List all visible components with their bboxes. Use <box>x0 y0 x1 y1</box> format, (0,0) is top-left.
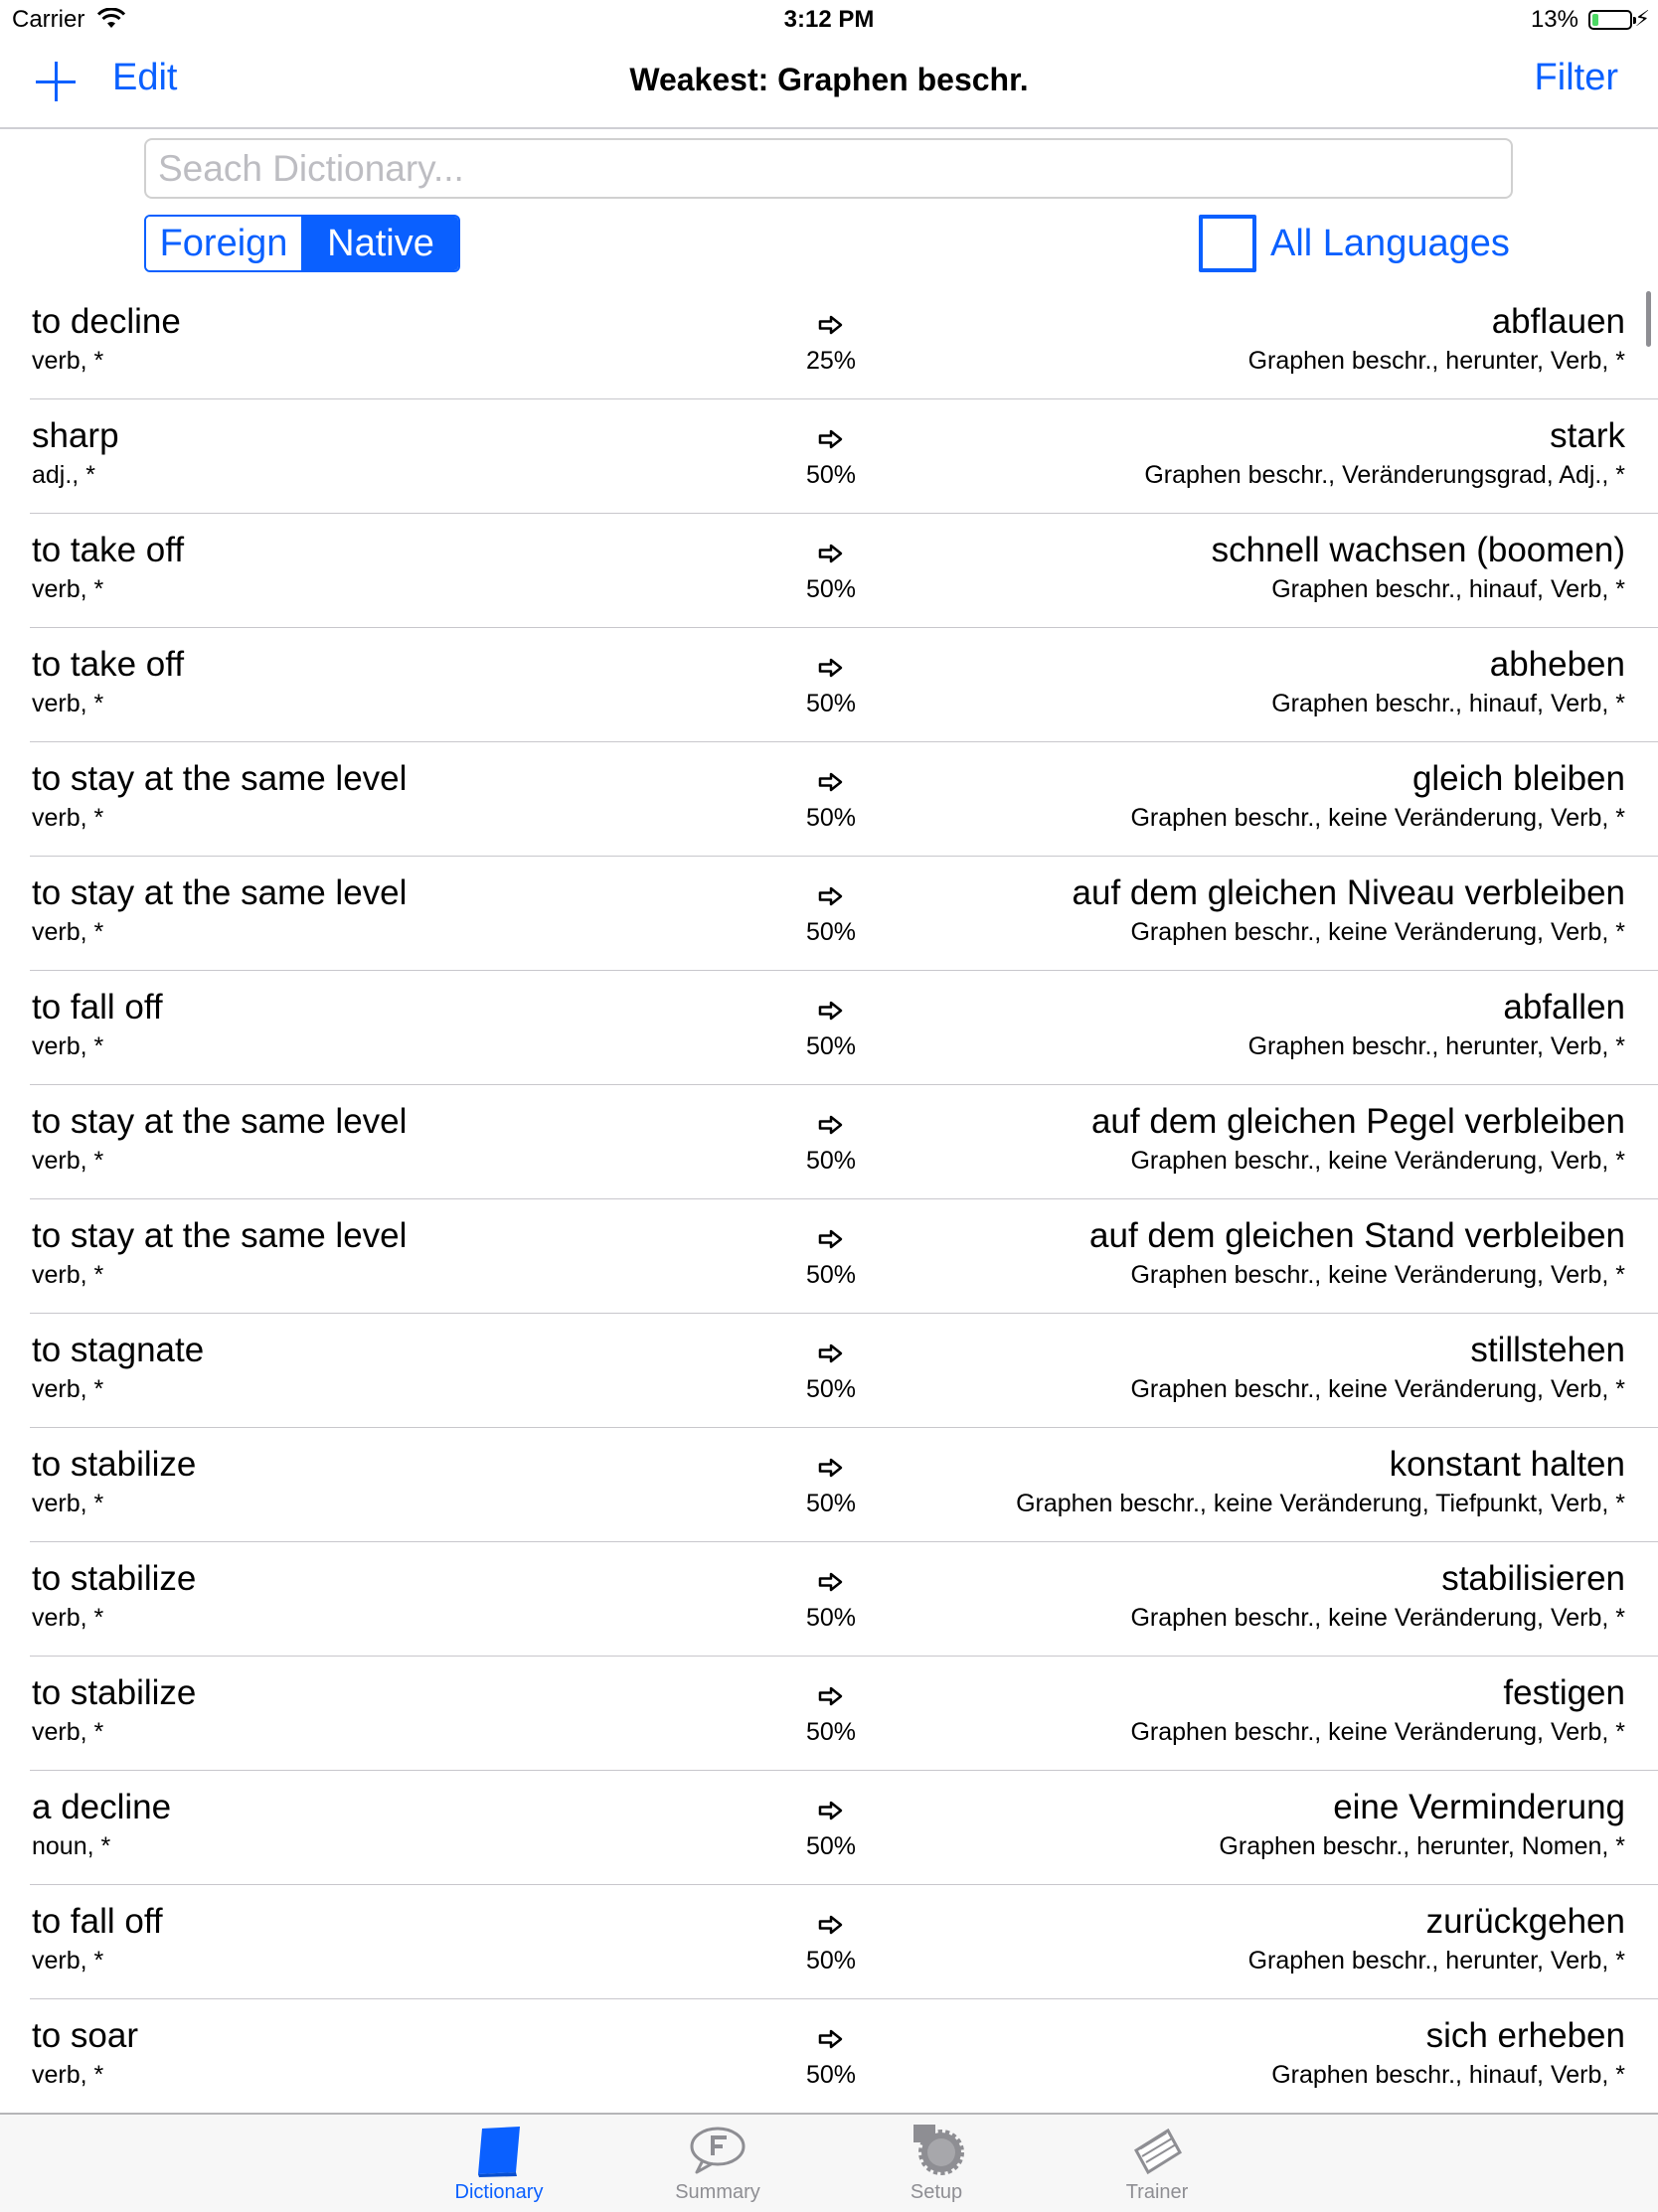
foreign-word: to stay at the same level <box>32 873 408 912</box>
native-word: eine Verminderung <box>1333 1788 1625 1826</box>
tab-dictionary[interactable] <box>400 2115 598 2212</box>
native-word: stark <box>1550 416 1625 455</box>
foreign-word: to fall off <box>32 1902 163 1941</box>
foreign-word: to stabilize <box>32 1673 197 1712</box>
foreign-word-info: verb, * <box>32 575 104 603</box>
foreign-word-info: verb, * <box>32 804 104 832</box>
native-word-info: Graphen beschr., Veränderungsgrad, Adj., * <box>1144 461 1625 489</box>
foreign-word-info: noun, * <box>32 1832 111 1860</box>
score-percentage: 50% <box>805 1718 857 1746</box>
tab-label: Trainer <box>1125 2181 1189 2203</box>
native-word-info: Graphen beschr., hinauf, Verb, * <box>1271 690 1625 717</box>
score-percentage: 25% <box>805 347 857 375</box>
score-percentage: 50% <box>805 2061 857 2089</box>
foreign-word-info: adj., * <box>32 461 95 489</box>
edit-button[interactable]: Edit <box>112 57 178 98</box>
list-item[interactable] <box>30 1885 1658 1999</box>
score-percentage: 50% <box>805 1490 857 1517</box>
list-item[interactable] <box>30 399 1658 514</box>
tab-label: Setup <box>910 2181 963 2203</box>
arrow-right-icon <box>817 1685 845 1707</box>
list-item[interactable] <box>30 1085 1658 1199</box>
foreign-word-info: verb, * <box>32 1947 104 1975</box>
score-percentage: 50% <box>805 1832 857 1860</box>
native-word-info: Graphen beschr., keine Veränderung, Verb, * <box>1130 918 1625 946</box>
native-word-info: Graphen beschr., herunter, Verb, * <box>1247 1947 1625 1975</box>
arrow-right-icon <box>817 771 845 793</box>
native-word: auf dem gleichen Stand verbleiben <box>1089 1216 1625 1255</box>
clock: 3:12 PM <box>783 6 875 33</box>
gears-icon <box>908 2123 965 2178</box>
foreign-word: to soar <box>32 2016 138 2055</box>
foreign-word: to decline <box>32 302 181 341</box>
score-percentage: 50% <box>805 1147 857 1175</box>
native-word: stillstehen <box>1470 1331 1625 1369</box>
foreign-word: to stay at the same level <box>32 759 408 798</box>
arrow-right-icon <box>817 1457 845 1479</box>
list-item[interactable] <box>30 1199 1658 1314</box>
native-word: auf dem gleichen Niveau verbleiben <box>1072 873 1625 912</box>
dictionary-list[interactable] <box>0 285 1658 2114</box>
foreign-word-info: verb, * <box>32 1718 104 1746</box>
foreign-word: to stabilize <box>32 1559 197 1598</box>
native-word: abheben <box>1489 645 1625 684</box>
foreign-word: to stagnate <box>32 1331 205 1369</box>
native-word-info: Graphen beschr., keine Veränderung, Verb, * <box>1130 1604 1625 1632</box>
language-direction-segmented-control <box>144 215 460 272</box>
all-languages-toggle[interactable] <box>1199 214 1510 273</box>
arrow-right-icon <box>817 1571 845 1593</box>
all-languages-label: All Languages <box>1270 222 1510 264</box>
native-word: konstant halten <box>1389 1445 1625 1484</box>
list-item[interactable] <box>30 1657 1658 1771</box>
native-word-info: Graphen beschr., herunter, Verb, * <box>1247 347 1625 375</box>
arrow-right-icon <box>817 1228 845 1250</box>
score-percentage: 50% <box>805 461 857 489</box>
tab-trainer[interactable] <box>1058 2115 1256 2212</box>
list-item[interactable] <box>30 1771 1658 1885</box>
arrow-right-icon <box>817 1000 845 1022</box>
score-percentage: 50% <box>805 1375 857 1403</box>
navigation-bar <box>0 40 1658 129</box>
tab-setup[interactable] <box>837 2115 1036 2212</box>
all-languages-checkbox[interactable] <box>1199 215 1256 272</box>
arrow-right-icon <box>817 1343 845 1364</box>
list-item[interactable] <box>30 285 1658 399</box>
list-item[interactable] <box>30 514 1658 628</box>
arrow-right-icon <box>817 543 845 564</box>
native-word-info: Graphen beschr., keine Veränderung, Tiefpunkt, Verb, * <box>1016 1490 1625 1517</box>
foreign-word: to take off <box>32 531 185 569</box>
list-item[interactable] <box>30 971 1658 1085</box>
foreign-word: to stay at the same level <box>32 1216 408 1255</box>
segment-foreign[interactable]: Foreign <box>146 217 303 270</box>
book-icon <box>470 2123 528 2178</box>
arrow-right-icon <box>817 657 845 679</box>
foreign-word: a decline <box>32 1788 172 1826</box>
list-item[interactable] <box>30 742 1658 857</box>
score-percentage: 50% <box>805 575 857 603</box>
charging-bolt-icon: ⚡ <box>1634 6 1650 31</box>
native-word: stabilisieren <box>1441 1559 1625 1598</box>
list-item[interactable] <box>30 1542 1658 1657</box>
native-word: abflauen <box>1491 302 1625 341</box>
arrow-right-icon <box>817 1114 845 1136</box>
tab-bar <box>0 2113 1658 2212</box>
foreign-word: to stabilize <box>32 1445 197 1484</box>
status-bar <box>0 0 1658 40</box>
foreign-word-info: verb, * <box>32 1375 104 1403</box>
native-word-info: Graphen beschr., keine Veränderung, Verb, * <box>1130 1718 1625 1746</box>
score-percentage: 50% <box>805 1604 857 1632</box>
speech-bubble-icon <box>689 2123 746 2178</box>
foreign-word-info: verb, * <box>32 1032 104 1060</box>
native-word: auf dem gleichen Pegel verbleiben <box>1090 1102 1625 1141</box>
list-item[interactable] <box>30 857 1658 971</box>
native-word-info: Graphen beschr., keine Veränderung, Verb, * <box>1130 1261 1625 1289</box>
foreign-word-info: verb, * <box>32 1261 104 1289</box>
search-input[interactable] <box>144 138 1513 199</box>
native-word: zurückgehen <box>1425 1902 1625 1941</box>
list-item[interactable] <box>30 1999 1658 2114</box>
native-word: sich erheben <box>1425 2016 1625 2055</box>
page-title: Weakest: Graphen beschr. <box>629 62 1029 97</box>
native-word: festigen <box>1503 1673 1625 1712</box>
score-percentage: 50% <box>805 1032 857 1060</box>
arrow-right-icon <box>817 1914 845 1936</box>
score-percentage: 50% <box>805 1947 857 1975</box>
foreign-word-info: verb, * <box>32 2061 104 2089</box>
scroll-indicator[interactable] <box>1646 291 1651 347</box>
foreign-word-info: verb, * <box>32 1147 104 1175</box>
native-word: schnell wachsen (boomen) <box>1211 531 1625 569</box>
list-item[interactable] <box>30 1314 1658 1428</box>
foreign-word: sharp <box>32 416 119 455</box>
cards-icon <box>1128 2123 1186 2178</box>
native-word-info: Graphen beschr., hinauf, Verb, * <box>1271 575 1625 603</box>
filter-button[interactable]: Filter <box>1534 57 1618 98</box>
arrow-right-icon <box>817 2028 845 2050</box>
native-word-info: Graphen beschr., hinauf, Verb, * <box>1271 2061 1625 2089</box>
segment-native[interactable]: Native <box>303 217 458 270</box>
list-item[interactable] <box>30 1428 1658 1542</box>
score-percentage: 50% <box>805 918 857 946</box>
tab-label: Summary <box>675 2181 760 2203</box>
arrow-right-icon <box>817 314 845 336</box>
native-word-info: Graphen beschr., keine Veränderung, Verb, * <box>1130 1375 1625 1403</box>
carrier-label: Carrier <box>12 6 85 33</box>
foreign-word: to fall off <box>32 988 163 1027</box>
battery-icon <box>1588 10 1632 30</box>
foreign-word-info: verb, * <box>32 347 104 375</box>
foreign-word-info: verb, * <box>32 690 104 717</box>
foreign-word: to take off <box>32 645 185 684</box>
score-percentage: 50% <box>805 804 857 832</box>
list-item[interactable] <box>30 628 1658 742</box>
native-word-info: Graphen beschr., herunter, Verb, * <box>1247 1032 1625 1060</box>
tab-label: Dictionary <box>454 2181 544 2203</box>
native-word-info: Graphen beschr., keine Veränderung, Verb, * <box>1130 804 1625 832</box>
native-word-info: Graphen beschr., keine Veränderung, Verb, * <box>1130 1147 1625 1175</box>
score-percentage: 50% <box>805 1261 857 1289</box>
arrow-right-icon <box>817 1800 845 1821</box>
foreign-word-info: verb, * <box>32 1604 104 1632</box>
foreign-word-info: verb, * <box>32 918 104 946</box>
native-word: abfallen <box>1503 988 1625 1027</box>
tab-summary[interactable] <box>618 2115 817 2212</box>
arrow-right-icon <box>817 885 845 907</box>
score-percentage: 50% <box>805 690 857 717</box>
foreign-word-info: verb, * <box>32 1490 104 1517</box>
native-word: gleich bleiben <box>1411 759 1625 798</box>
native-word-info: Graphen beschr., herunter, Nomen, * <box>1219 1832 1625 1860</box>
arrow-right-icon <box>817 428 845 450</box>
foreign-word: to stay at the same level <box>32 1102 408 1141</box>
battery-percentage: 13% <box>1530 6 1578 33</box>
